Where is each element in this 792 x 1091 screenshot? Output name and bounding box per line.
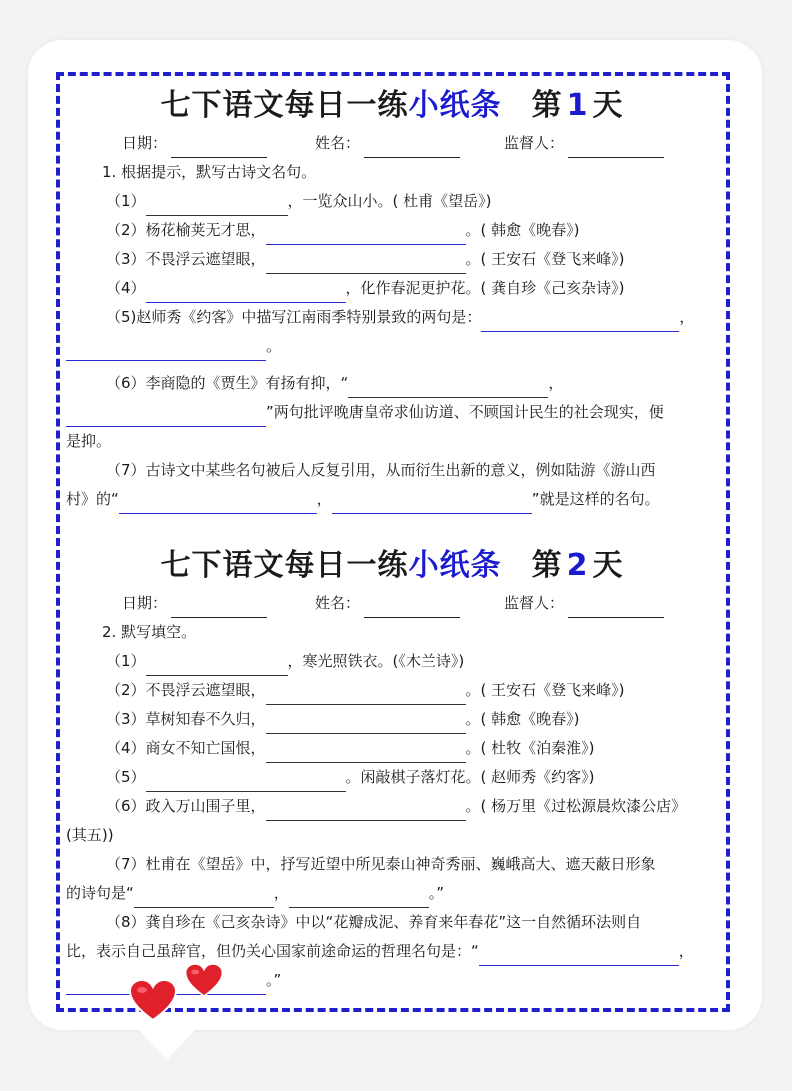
title-highlight: 小纸条 [408, 88, 502, 123]
q1-prefix: （1） [106, 192, 146, 210]
question-heading: 1. 根据提示，默写古诗文名句。 [102, 163, 317, 181]
q3-suffix: 。( 韩愈《晚春》) [465, 710, 580, 728]
question-6-cont: (其五)) [66, 826, 114, 844]
question-8-cont [66, 937, 726, 966]
question-4 [66, 734, 726, 763]
question-2 [66, 216, 726, 245]
q7-suffix: 。” [428, 884, 445, 902]
worksheet-day-1 [66, 84, 726, 514]
title-day-suffix: 天 [592, 88, 624, 123]
supervisor-label: 监督人： [504, 134, 565, 152]
question-8: （8）龚自珍在《己亥杂诗》中以“花瓣成泥、养育来年春花”这一自然循环法则自 [106, 913, 642, 931]
title-day-number: 1 [566, 88, 589, 123]
question-6 [66, 369, 726, 398]
sheet-title [58, 84, 726, 128]
q7-prefix: 的诗句是“ [66, 884, 134, 902]
supervisor-field[interactable] [504, 588, 664, 618]
q5-comma: ， [679, 308, 695, 326]
question-7: （7）古诗文中某些名句被后人反复引用，从而衍生出新的意义，例如陆游《游山西 [106, 461, 656, 479]
q1-suffix: ，寒光照铁衣。(《木兰诗》) [287, 652, 465, 670]
title-day-number: 2 [566, 548, 589, 583]
name-field[interactable] [315, 588, 460, 618]
question-6-cont [66, 398, 726, 427]
header-fields [66, 128, 726, 158]
q1-suffix: ，一览众山小。( 杜甫《望岳》) [287, 192, 492, 210]
sheet-title [58, 544, 726, 588]
q4-suffix: ，化作春泥更护花。( 龚自珍《己亥杂诗》) [345, 279, 625, 297]
q1-prefix: （1） [106, 652, 146, 670]
q6-prefix: （6）政入万山围子里， [106, 797, 266, 815]
date-label: 日期： [122, 594, 168, 612]
question-7: （7）杜甫在《望岳》中，抒写近望中所见泰山神奇秀丽、巍峨高大、遮天蔽日形象 [106, 855, 656, 873]
question-7-cont [66, 879, 726, 908]
header-fields [66, 588, 726, 618]
title-main: 七下语文每日一练 [160, 88, 409, 123]
question-1 [66, 647, 726, 676]
date-field[interactable] [122, 588, 267, 618]
name-blank[interactable] [364, 599, 460, 618]
q5-prefix: （5） [106, 768, 146, 786]
date-blank[interactable] [171, 139, 267, 158]
title-highlight: 小纸条 [408, 548, 502, 583]
name-label: 姓名： [315, 134, 361, 152]
question-3 [66, 705, 726, 734]
q3-prefix: （3）草树知春不久归， [106, 710, 266, 728]
question-5 [66, 763, 726, 792]
question-heading: 2. 默写填空。 [102, 623, 197, 641]
date-field[interactable] [122, 128, 267, 158]
heart-icon [128, 978, 178, 1022]
answer-blank[interactable] [332, 513, 532, 514]
q7-comma: ， [273, 884, 289, 902]
q3-suffix: 。( 王安石《登飞来峰》) [465, 250, 625, 268]
title-day-prefix: 第 [531, 548, 563, 583]
q8-line2: 比，表示自己虽辞官，但仍关心国家前途命运的哲理名句是：“ [66, 942, 479, 960]
answer-blank[interactable] [66, 360, 266, 361]
q8-comma: ， [678, 942, 694, 960]
name-blank[interactable] [364, 139, 460, 158]
supervisor-field[interactable] [504, 128, 664, 158]
answer-blank[interactable] [266, 820, 466, 821]
q7-prefix: 村》的“ [66, 490, 119, 508]
date-blank[interactable] [171, 599, 267, 618]
question-7-cont [66, 485, 726, 514]
supervisor-label: 监督人： [504, 594, 565, 612]
q2-suffix: 。( 韩愈《晚春》) [465, 221, 580, 239]
date-label: 日期： [122, 134, 168, 152]
question-3 [66, 245, 726, 274]
q5-end: 。 [266, 337, 282, 355]
name-field[interactable] [315, 128, 460, 158]
worksheet-day-2 [66, 544, 726, 995]
answer-blank[interactable] [119, 513, 317, 514]
q3-prefix: （3）不畏浮云遮望眼， [106, 250, 266, 268]
question-5-cont [66, 332, 726, 361]
question-6 [66, 792, 726, 821]
title-day-prefix: 第 [531, 88, 563, 123]
q2-suffix: 。( 王安石《登飞来峰》) [465, 681, 625, 699]
question-1 [66, 187, 726, 216]
name-label: 姓名： [315, 594, 361, 612]
q4-prefix: （4）商女不知亡国恨， [106, 739, 266, 757]
answer-blank[interactable] [479, 965, 679, 966]
q8-end: 。” [266, 971, 282, 989]
q7-suffix: ”就是这样的名句。 [531, 490, 660, 508]
q7-comma: ， [316, 490, 332, 508]
question-5 [66, 303, 726, 332]
supervisor-blank[interactable] [568, 599, 664, 618]
question-6-end: 是抑。 [66, 432, 112, 450]
q5-suffix: 。闲敲棋子落灯花。( 赵师秀《约客》) [345, 768, 595, 786]
q2-prefix: （2）不畏浮云遮望眼， [106, 681, 266, 699]
q2-prefix: （2）杨花榆荚无才思， [106, 221, 266, 239]
heart-icon [184, 962, 224, 998]
question-2 [66, 676, 726, 705]
q6-prefix: （6）李商隐的《贾生》有扬有抑，“ [106, 374, 349, 392]
q6-suffix: 。( 杨万里《过松源晨炊漆公店》 [465, 797, 687, 815]
q6-comma: ， [548, 374, 564, 392]
answer-blank[interactable] [481, 331, 679, 332]
q4-suffix: 。( 杜牧《泊秦淮》) [465, 739, 595, 757]
title-day-suffix: 天 [592, 548, 624, 583]
q5-prefix: （5)赵师秀《约客》中描写江南雨季特别景致的两句是： [106, 308, 482, 326]
q6-line2: ”两句批评晚唐皇帝求仙访道、不顾国计民生的社会现实，便 [266, 403, 664, 421]
question-4 [66, 274, 726, 303]
q4-prefix: （4） [106, 279, 146, 297]
supervisor-blank[interactable] [568, 139, 664, 158]
title-main: 七下语文每日一练 [160, 548, 409, 583]
